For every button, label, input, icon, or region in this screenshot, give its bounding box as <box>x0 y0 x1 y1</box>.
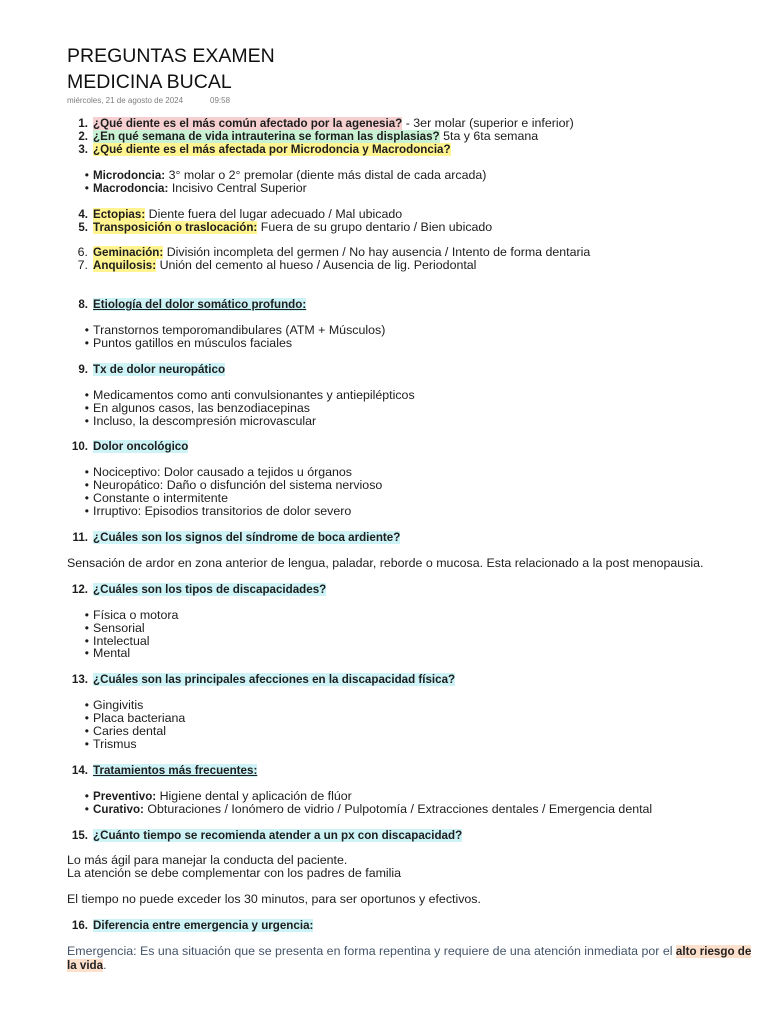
bullet-text: Sensorial <box>93 620 145 635</box>
item-number: 14. <box>71 763 88 777</box>
term-label: Geminación: <box>93 246 164 260</box>
bullet-marker: • <box>84 167 89 182</box>
note-body <box>67 117 757 973</box>
question-7 <box>67 259 757 272</box>
question-13 <box>67 673 757 686</box>
bullet-item <box>67 609 757 622</box>
bullet-item <box>67 647 757 660</box>
bullet-marker: • <box>84 180 89 195</box>
answer-text: - 3er molar (superior e inferior) <box>405 116 574 130</box>
term-label: Ectopias: <box>93 207 146 221</box>
bullet-text: Intelectual <box>93 633 150 648</box>
bullet-marker: • <box>84 646 89 661</box>
question-8 <box>67 298 757 311</box>
term-definition: Fuera de su grupo dentario / Bien ubicado <box>260 219 493 234</box>
question-text: Etiología del dolor somático profundo: <box>93 298 307 312</box>
question-15 <box>67 829 757 842</box>
bullet-item <box>67 182 757 195</box>
bullet-text: Nociceptivo: Dolor causado a tejidos u órganos <box>93 465 352 480</box>
page-date: miércoles, 21 de agosto de 2024 <box>67 96 184 105</box>
item-number: 3. <box>78 142 88 156</box>
bullet-text: Caries dental <box>93 724 167 739</box>
question-3 <box>67 143 757 156</box>
answer-text: 5ta y 6ta semana <box>443 128 539 143</box>
item-number: 7. <box>77 258 88 273</box>
question-text: Dolor oncológico <box>93 440 189 454</box>
term-definition: División incompleta del germen / No hay ausencia / Intento de forma dentaria <box>166 245 591 260</box>
question-14 <box>67 764 757 777</box>
question-line <box>93 919 313 933</box>
question-line <box>93 130 538 144</box>
question-text: ¿Cuáles son los tipos de discapacidades? <box>93 582 327 596</box>
bullet-item <box>67 415 757 428</box>
term-definition: Diente fuera del lugar adecuado / Mal ubicado <box>148 206 403 221</box>
bullet-marker: • <box>84 698 89 713</box>
bullet-text: Transtornos temporomandibulares (ATM + Músculos) <box>93 323 386 338</box>
term-label: Transposición o traslocación: <box>93 220 258 234</box>
bullet-marker: • <box>84 801 89 816</box>
page-title-line-2: MEDICINA BUCAL <box>67 71 232 93</box>
page-title <box>67 43 275 95</box>
question-line <box>93 440 188 454</box>
bullet-label: Macrodoncia: <box>93 181 169 195</box>
question-line <box>93 531 400 545</box>
bullet-text: En algunos casos, las benzodiacepinas <box>93 400 310 415</box>
question-text: ¿Qué diente es el más común afectado por la agenesia? <box>93 117 403 130</box>
item-number: 5. <box>78 220 88 234</box>
page-time: 09:58 <box>210 96 231 105</box>
page-title-line-1: PREGUNTAS EXAMEN <box>67 45 275 67</box>
bullet-marker: • <box>84 387 89 402</box>
term-label: Anquilosis: <box>93 259 157 273</box>
bullet-marker: • <box>84 478 89 493</box>
emergency-text: Es una situación que se presenta en forma repentina y requiere de una atención inmediata por el <box>140 944 673 959</box>
item-number: 13. <box>71 673 88 687</box>
question-line <box>93 363 225 377</box>
bullet-text <box>93 182 307 196</box>
bullet-text: Gingivitis <box>93 698 144 713</box>
emergency-definition <box>67 945 757 973</box>
bullet-marker: • <box>84 737 89 752</box>
bullet-marker: • <box>84 788 89 803</box>
emergency-emphasis: alto riesgo de la vida <box>67 945 752 973</box>
question-11 <box>67 531 757 544</box>
question-line <box>93 764 257 778</box>
item-number: 9. <box>78 362 88 376</box>
question-text: ¿En qué semana de vida intrauterina se forman las displasias? <box>93 129 440 143</box>
bullet-item <box>67 505 757 518</box>
question-line <box>93 143 451 157</box>
question-12 <box>67 583 757 596</box>
answer-paragraph: Sensación de ardor en zona anterior de lengua, paladar, reborde o mucosa. Esta relacionado a la post menopausia. <box>67 555 704 570</box>
item-number: 12. <box>71 582 88 596</box>
bullet-item <box>67 635 757 648</box>
bullet-text: Medicamentos como anti convulsionantes y antiepilépticos <box>93 387 415 402</box>
bullet-label: Microdoncia: <box>93 168 166 182</box>
bullet-item <box>67 169 757 182</box>
item-number: 6. <box>77 245 88 260</box>
bullet-marker: • <box>84 633 89 648</box>
definition-line <box>93 259 476 273</box>
question-5 <box>67 221 757 234</box>
question-1 <box>67 117 757 130</box>
bullet-marker: • <box>84 504 89 519</box>
bullet-text: Mental <box>93 646 131 661</box>
question-line <box>93 298 306 312</box>
question-text: ¿Cuánto tiempo se recomienda atender a un px con discapacidad? <box>93 828 463 842</box>
item-number: 8. <box>78 298 88 312</box>
emergency-label: Emergencia: <box>67 944 137 959</box>
bullet-text: Neuropático: Daño o disfunción del sistema nervioso <box>93 478 383 493</box>
question-line <box>93 583 326 597</box>
question-text: ¿Qué diente es el más afectada por Microdoncia y Macrodoncia? <box>93 142 451 156</box>
question-16 <box>67 919 757 932</box>
bullet-text: Constante o intermitente <box>93 491 228 506</box>
bullet-text: Placa bacteriana <box>93 711 186 726</box>
item-number: 4. <box>78 207 88 221</box>
emergency-period: . <box>103 958 107 973</box>
bullet-item <box>67 324 757 337</box>
bullet-value: Obturaciones / Ionómero de vidrio / Pulpotomía / Extracciones dentales / Emergencia dental <box>147 801 653 816</box>
item-number: 15. <box>71 828 88 842</box>
question-text: ¿Cuáles son los signos del síndrome de boca ardiente? <box>93 531 401 545</box>
bullet-text: Incluso, la descompresión microvascular <box>93 413 317 428</box>
bullet-value: Incisivo Central Superior <box>171 180 307 195</box>
term-definition: Unión del cemento al hueso / Ausencia de lig. Periodontal <box>159 258 477 273</box>
bullet-marker: • <box>84 620 89 635</box>
bullet-value: 3° molar o 2° premolar (diente más distal de cada arcada) <box>168 167 487 182</box>
bullet-item <box>67 389 757 402</box>
item-number: 16. <box>71 919 88 933</box>
question-10 <box>67 440 757 453</box>
bullet-item <box>67 622 757 635</box>
question-line <box>93 829 462 843</box>
answer-line: El tiempo no puede exceder los 30 minutos, para ser oportunos y efectivos. <box>67 892 481 907</box>
question-text: Diferencia entre emergencia y urgencia: <box>93 919 314 933</box>
bullet-text: Irruptivo: Episodios transitorios de dolor severo <box>93 504 352 519</box>
bullet-item <box>67 738 757 751</box>
bullet-marker: • <box>84 711 89 726</box>
question-text: Tratamientos más frecuentes: <box>93 763 258 777</box>
definition-line <box>93 221 492 235</box>
bullet-item <box>67 712 757 725</box>
answer-line: Lo más ágil para manejar la conducta del paciente. <box>67 853 348 868</box>
question-text: Tx de dolor neuropático <box>93 362 226 376</box>
question-text: ¿Cuáles son las principales afecciones en la discapacidad física? <box>93 673 456 687</box>
bullet-marker: • <box>84 465 89 480</box>
bullet-label: Curativo: <box>93 802 144 816</box>
bullet-text <box>93 803 652 817</box>
bullet-marker: • <box>84 491 89 506</box>
bullet-marker: • <box>84 413 89 428</box>
bullet-text: Física o motora <box>93 607 179 622</box>
answer-line: La atención se debe complementar con los padres de familia <box>67 866 402 881</box>
bullet-item <box>67 402 757 415</box>
bullet-item <box>67 803 757 816</box>
question-line <box>93 673 455 687</box>
question-2 <box>67 130 757 143</box>
bullet-marker: • <box>84 607 89 622</box>
bullet-text: Puntos gatillos en músculos faciales <box>93 335 293 350</box>
bullet-marker: • <box>84 335 89 350</box>
bullet-marker: • <box>84 400 89 415</box>
item-number: 1. <box>78 117 88 130</box>
question-9 <box>67 363 757 376</box>
item-number: 10. <box>71 440 88 454</box>
item-number: 2. <box>78 129 88 143</box>
bullet-marker: • <box>84 323 89 338</box>
bullet-value: Higiene dental y aplicación de flúor <box>159 788 352 803</box>
bullet-text: Trismus <box>93 737 137 752</box>
bullet-label: Preventivo: <box>93 789 157 803</box>
item-number: 11. <box>72 531 88 545</box>
bullet-item <box>67 337 757 350</box>
bullet-item <box>67 725 757 738</box>
bullet-marker: • <box>84 724 89 739</box>
